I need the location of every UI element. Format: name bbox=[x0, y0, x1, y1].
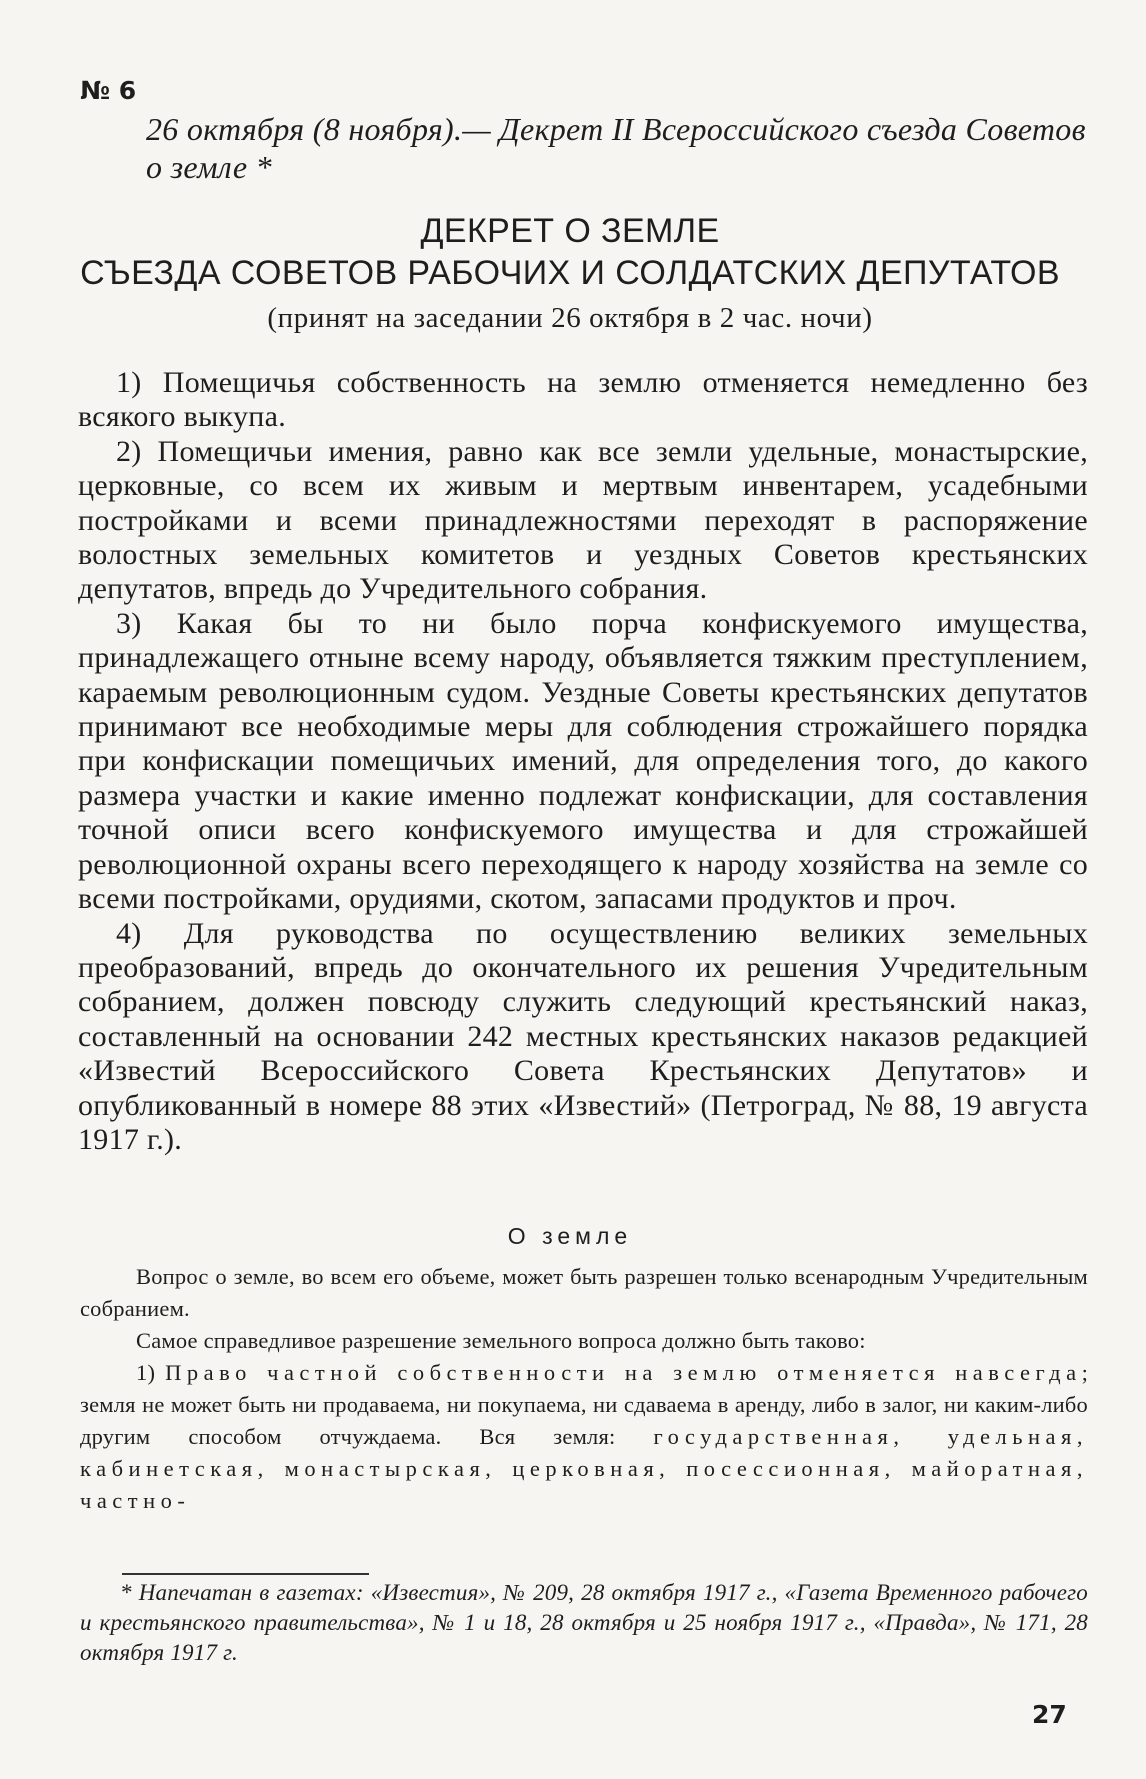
document-heading: 26 октября (8 ноября).— Декрет II Всероссийского съезда Советов о земле * bbox=[146, 111, 1086, 185]
point-text: ; земля не может быть ни продаваема, ни покупаема, ни сдаваема в аренду, либо в залог, ни каким-либо другим способом отчуждаема. Вся земля: bbox=[80, 1360, 1089, 1449]
decree-title-line-2: СЪЕЗДА СОВЕТОВ РАБОЧИХ И СОЛДАТСКИХ ДЕПУТАТОВ bbox=[80, 254, 1060, 292]
decree-title-line-1: ДЕКРЕТ О ЗЕМЛЕ bbox=[420, 212, 720, 250]
point-number: 1) bbox=[136, 1360, 166, 1385]
footnote-text: * Напечатан в газетах: «Известия», № 209, 28 октября 1917 г., «Газета Временного рабочего и крестьянского правительства», № 1 и 18, 28 октября и 25 ноября 1917 г., «Правда», № 171, 28 октября 1917 г. bbox=[80, 1580, 1088, 1665]
point-1 bbox=[80, 1357, 1088, 1517]
mandate-body bbox=[80, 1261, 1088, 1517]
document-number: № 6 bbox=[80, 76, 137, 105]
decree-subtitle: (принят на заседании 26 октября в 2 час. ночи) bbox=[267, 302, 873, 334]
footnote-divider bbox=[122, 1573, 369, 1575]
decree-body bbox=[78, 366, 1088, 1157]
decree-title bbox=[80, 210, 1060, 294]
footnote bbox=[80, 1578, 1088, 1668]
page-number: 27 bbox=[1032, 1700, 1067, 1729]
section-title: О земле bbox=[507, 1223, 633, 1249]
small-paragraph: Самое справедливое разрешение земельного вопроса должно быть таково: bbox=[136, 1328, 866, 1353]
small-paragraph: Вопрос о земле, во всем его объеме, может быть разрешен только всенародным Учредительным собранием. bbox=[80, 1264, 1088, 1321]
paragraph: 3) Какая бы то ни было порча конфискуемого имущества, принадлежащего отныне всему народу, объявляется тяжким преступлением, караемым революционным судом. Уездные Советы крестьянских депутатов принимают все необходимые меры для соблюдения строжайшего порядка при конфискации помещичьих имений, для определения того, до какого размера участки и какие именно подлежат конфискации, для составления точной описи всего конфискуемого имущества и для строжайшей революционной охраны всего переходящего к народу хозяйства на земле со всеми постройками, орудиями, скотом, запасами продуктов и проч. bbox=[78, 606, 1088, 916]
paragraph: 4) Для руководства по осуществлению великих земельных преобразований, впредь до окончательного их решения Учредительным собранием, должен повсюду служить следующий крестьянский наказ, составленный на основании 242 местных крестьянских наказов редакцией «Известий Всероссийского Совета Крестьянских Депутатов» и опубликованный в номере 88 этих «Известий» (Петроград, № 88, 19 августа 1917 г.). bbox=[78, 916, 1088, 1156]
paragraph: 2) Помещичьи имения, равно как все земли удельные, монастырские, церковные, со всем их живым и мертвым инвентарем, усадебными постройками и всеми принадлежностями переходят в распоряжение волостных земельных комитетов и уездных Советов крестьянских депутатов, впредь до Учредительного собрания. bbox=[78, 434, 1088, 606]
spaced-land-list: государственная, удельная, кабинетская, монастырская, церковная, посессионная, майоратная, частно- bbox=[80, 1424, 1088, 1513]
paragraph: 1) Помещичья собственность на землю отменяется немедленно без всякого выкупа. bbox=[78, 366, 1088, 434]
spaced-emphasis: Право частной собственности на землю отменяется навсегда bbox=[165, 1360, 1082, 1385]
